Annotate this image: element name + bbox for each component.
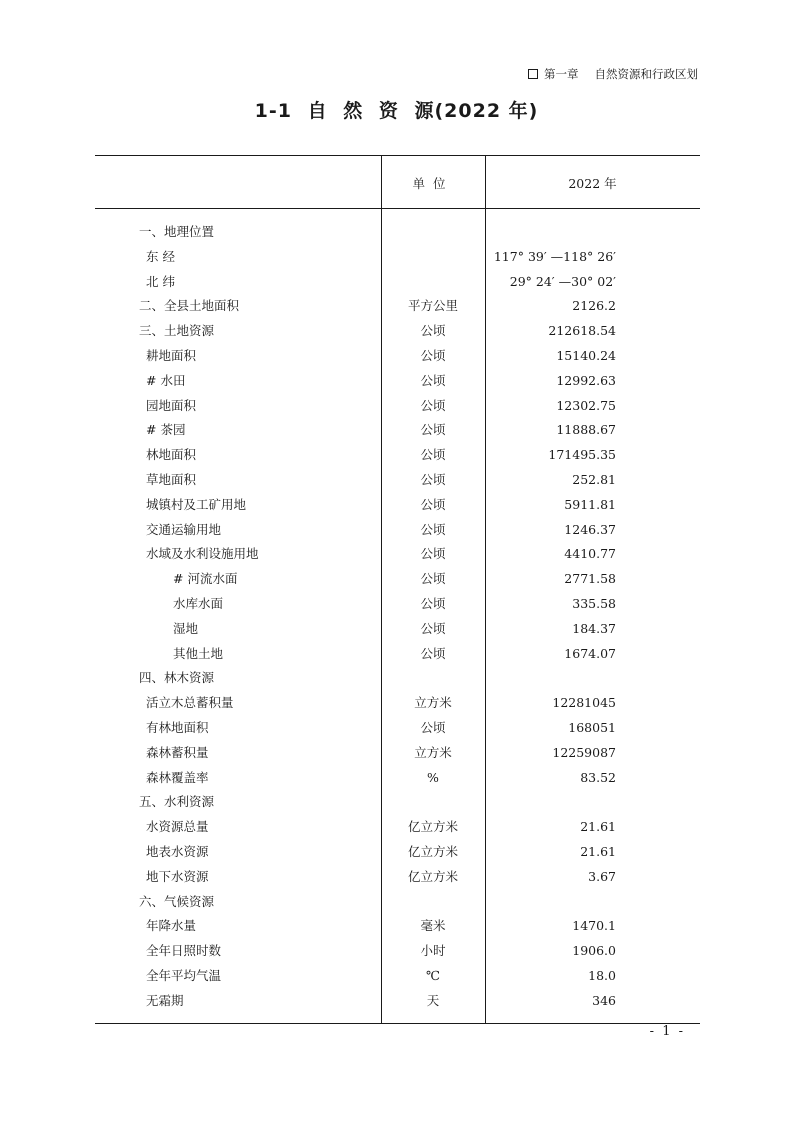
row-value: 1906.0 (572, 943, 616, 959)
square-icon (528, 69, 538, 79)
row-unit: 公顷 (420, 347, 446, 363)
table-row (95, 369, 700, 394)
table-row (95, 989, 700, 1014)
row-unit: % (427, 769, 439, 785)
row-value: 83.52 (580, 769, 616, 785)
row-label: 交通运输用地 (146, 521, 222, 537)
row-unit: 公顷 (420, 447, 446, 463)
row-unit: 公顷 (420, 397, 446, 413)
row-label: # 茶园 (146, 422, 186, 438)
table-row (95, 418, 700, 443)
row-label: 活立木总蓄积量 (146, 695, 234, 711)
row-label: 四、林木资源 (139, 670, 215, 686)
table-row (95, 766, 700, 791)
table-top-rule (95, 155, 700, 156)
row-value: 15140.24 (556, 347, 616, 363)
table-row (95, 294, 700, 319)
row-label: 湿地 (173, 620, 199, 636)
title-code: 1-1 (254, 100, 292, 122)
row-value: 2126.2 (572, 298, 616, 314)
row-label: 二、全县土地面积 (139, 298, 240, 314)
table-row (95, 394, 700, 419)
row-label: 水域及水利设施用地 (146, 546, 259, 562)
row-unit: 天 (426, 992, 440, 1008)
row-label: 年降水量 (146, 918, 197, 934)
title-word: 自 (307, 100, 328, 122)
table-row (95, 542, 700, 567)
row-value: 1246.37 (564, 521, 616, 537)
table-row (95, 468, 700, 493)
row-label: 六、气候资源 (139, 893, 215, 909)
table-row (95, 964, 700, 989)
row-unit: 平方公里 (407, 298, 458, 314)
row-label: 五、水利资源 (139, 794, 215, 810)
row-value: 12992.63 (556, 372, 616, 388)
year-column-header: 2022 年 (568, 176, 617, 191)
row-label: 有林地面积 (146, 719, 209, 735)
row-value: 18.0 (588, 967, 616, 983)
table-row (95, 270, 700, 295)
row-label: 水库水面 (173, 595, 224, 611)
page-number: - 1 - (649, 1024, 685, 1039)
table-row (95, 790, 700, 815)
row-label: 草地面积 (146, 471, 197, 487)
row-value: 168051 (568, 719, 616, 735)
table-row (95, 518, 700, 543)
row-value: 1470.1 (572, 918, 616, 934)
table-row (95, 443, 700, 468)
row-unit: 公顷 (420, 645, 446, 661)
row-value: 12281045 (552, 695, 616, 711)
title-word: 然 (343, 100, 364, 122)
row-value: 21.61 (580, 843, 616, 859)
row-unit: 公顷 (420, 546, 446, 562)
table-row (95, 245, 700, 270)
row-label: 北 纬 (146, 273, 175, 289)
row-value: 2771.58 (564, 571, 616, 587)
table-row (95, 815, 700, 840)
table-row (95, 666, 700, 691)
row-value: 11888.67 (556, 422, 616, 438)
row-unit: 亿立方米 (407, 843, 458, 859)
row-unit: 公顷 (420, 372, 446, 388)
table-row (95, 890, 700, 915)
row-value: 3.67 (588, 868, 616, 884)
row-label: 森林覆盖率 (146, 769, 209, 785)
row-label: 城镇村及工矿用地 (146, 496, 247, 512)
row-value: 346 (592, 992, 616, 1008)
table-bottom-rule (95, 1023, 700, 1024)
table-row (95, 220, 700, 245)
row-value: 5911.81 (564, 496, 616, 512)
row-value: 171495.35 (548, 447, 616, 463)
row-unit: ℃ (426, 967, 440, 983)
table-body (95, 220, 700, 1014)
row-value: 184.37 (572, 620, 616, 636)
row-label: 水资源总量 (146, 819, 209, 835)
row-value: 212618.54 (548, 323, 616, 339)
row-unit: 公顷 (420, 571, 446, 587)
row-label: 地表水资源 (146, 843, 209, 859)
table-row (95, 741, 700, 766)
table-row (95, 939, 700, 964)
row-unit: 亿立方米 (407, 868, 458, 884)
table-row (95, 914, 700, 939)
row-unit: 小时 (420, 943, 446, 959)
title-word: 源(2022 年) (414, 100, 539, 122)
title-word: 资 (378, 100, 399, 122)
row-value: 1674.07 (564, 645, 616, 661)
unit-column-header: 单位 (412, 176, 454, 191)
table-header-rule (95, 208, 700, 209)
row-unit: 公顷 (420, 471, 446, 487)
table-row (95, 567, 700, 592)
page-header (528, 66, 698, 82)
table-row (95, 691, 700, 716)
row-unit: 亿立方米 (407, 819, 458, 835)
row-value: 252.81 (572, 471, 616, 487)
row-value: 29° 24′ —30° 02′ (509, 273, 616, 289)
row-value: 12302.75 (556, 397, 616, 413)
row-unit: 公顷 (420, 422, 446, 438)
row-unit: 立方米 (414, 744, 452, 760)
page-title (0, 96, 793, 123)
row-unit: 公顷 (420, 521, 446, 537)
table-row (95, 716, 700, 741)
row-label: 无霜期 (146, 992, 184, 1008)
row-unit: 公顷 (420, 323, 446, 339)
table-row (95, 617, 700, 642)
table-row (95, 344, 700, 369)
row-label: 东 经 (146, 248, 175, 264)
row-value: 12259087 (552, 744, 616, 760)
row-value: 117° 39′ —118° 26′ (493, 248, 616, 264)
row-label: # 水田 (146, 372, 186, 388)
table-row (95, 319, 700, 344)
row-unit: 立方米 (414, 695, 452, 711)
row-label: 全年平均气温 (146, 967, 222, 983)
row-label: 一、地理位置 (139, 224, 215, 239)
row-unit: 公顷 (420, 719, 446, 735)
row-unit: 公顷 (420, 595, 446, 611)
row-unit: 公顷 (420, 620, 446, 636)
row-label: # 河流水面 (173, 571, 238, 587)
row-value: 335.58 (572, 595, 616, 611)
row-label: 林地面积 (146, 447, 197, 463)
table-row (95, 592, 700, 617)
row-unit: 毫米 (420, 918, 446, 934)
section-label: 自然资源和行政区划 (594, 67, 698, 81)
row-value: 4410.77 (564, 546, 616, 562)
table-row (95, 865, 700, 890)
row-unit: 公顷 (420, 496, 446, 512)
row-label: 全年日照时数 (146, 943, 222, 959)
row-label: 地下水资源 (146, 868, 209, 884)
row-label: 森林蓄积量 (146, 744, 209, 760)
table-row (95, 642, 700, 667)
table-row (95, 493, 700, 518)
row-label: 其他土地 (173, 645, 224, 661)
row-label: 耕地面积 (146, 347, 197, 363)
chapter-label: 第一章 (544, 67, 579, 81)
row-label: 三、土地资源 (139, 323, 215, 339)
row-value: 21.61 (580, 819, 616, 835)
row-label: 园地面积 (146, 397, 197, 413)
table-row (95, 840, 700, 865)
